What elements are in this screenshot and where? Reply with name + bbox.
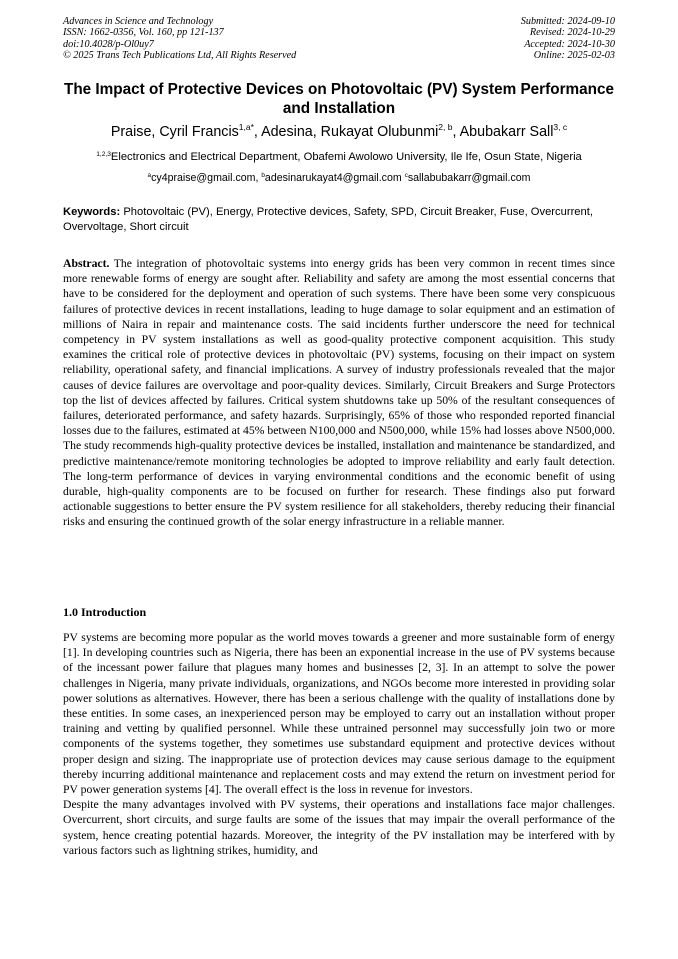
revised-date: Revised: 2024-10-29 bbox=[529, 27, 615, 39]
abstract bbox=[63, 256, 615, 530]
section-heading: 1.0 Introduction bbox=[63, 605, 147, 619]
author-name: Abubakarr Sall bbox=[459, 124, 554, 140]
affiliation-mark: 1,2,3 bbox=[96, 151, 111, 158]
journal-info bbox=[63, 16, 296, 62]
paragraph: PV systems are becoming more popular as the world moves towards a greener and more sustainable form of energy [1]. In developing countries such as Nigeria, there has been an exponential increase in the use of PV systems because of the incessant power failure that plagues many homes and businesses [2, 3]. In an attempt to solve the power challenges in Nigeria, many private individuals, organizations, and NGOs become more interested in providing solar power solutions as alternatives. However, there has been a serious challenge with the quality of installations done by these entities. In some cases, an inexperienced person may be employed to carry out an installation without proper training and vetting by qualified personnel. While these untrained personnel may successfully join two or more components of the systems together, they sometimes use substandard equipment and protective devices without proper design and sizing. The inappropriate use of protection devices may cause serious damage to the equipment thereby incurring additional maintenance and replacement costs and may extend the return on investment period for PV power generation systems [4]. The overall effect is the loss in revenue for investors. bbox=[63, 631, 615, 797]
affiliation-text: Electronics and Electrical Department, Obafemi Awolowo University, Ile Ife, Osun State, Nigeria bbox=[110, 151, 582, 163]
journal-name: Advances in Science and Technology bbox=[63, 16, 214, 27]
affiliation bbox=[63, 150, 615, 164]
author-list: Praise, Cyril Francis$^{1,a*}$, Adesina, Rukayat Olubunmi$^{2, b}$, Abubakarr Sall$^{3, c}$ bbox=[110, 122, 568, 140]
introduction-body bbox=[63, 630, 615, 858]
author-affiliation-mark: 2, b bbox=[438, 122, 453, 132]
email-list bbox=[63, 171, 615, 185]
issn-line: ISSN: 1662-0356, Vol. 160, pp 121-137 bbox=[63, 27, 224, 39]
abstract-label: Abstract. bbox=[63, 257, 110, 270]
accepted-date: Accepted: 2024-10-30 bbox=[524, 38, 615, 50]
abstract-text: The integration of photovoltaic systems into energy grids has been very common in recent times since more renewable forms of energy are sought after. Reliability and safety are among the most essential concerns that have to be considered for the deployment and operation of such systems. There have been some very conspicuous failures of protective devices in recent installations, leading to huge damage to solar equipment and an estimation of millions of Naira in repair and maintenance costs. The said incidents further underscore the need for technical competency in PV system installations as well as good-quality protective component acquisition. This study examines the critical role of protective devices in photovoltaic (PV) systems, focusing on their impact on system reliability, operational safety, and financial implications. A survey of industry professionals revealed that the major causes of device failures are overvoltage and poor-quality devices. Similarly, Circuit Breakers and Surge Protectors top the list of devices affected by failures. Critical system shutdowns take up 50% of the resultant consequences of failures, deteriorated performance, and safety hazards. Surprisingly, 65% of those who responded reported financial losses due to the failures, estimated at 45% between N100,000 and N500,000, while 15% had losses above N500,000. The study recommends high-quality protective devices be installed, installation and maintenance be standardized, and predictive maintenance/remote monitoring technologies be adopted to improve reliability and early fault detection. The long-term performance of devices in varying environmental conditions and the economic benefit of using durable, high-quality components are to be focused on further for research. These findings also put forward actionable suggestions to better ensure the PV system resilience for all stakeholders, thereby reducing their financial risks and ensuring the continued growth of the solar energy infrastructure in a reliable manner. bbox=[63, 257, 615, 529]
email-mark: c bbox=[404, 172, 408, 179]
keywords-label: Keywords: bbox=[63, 206, 121, 218]
paper-title: The Impact of Protective Devices on Photovoltaic (PV) System Performance and Installation bbox=[63, 81, 614, 117]
copyright-line: © 2025 Trans Tech Publications Ltd, All Rights Reserved bbox=[63, 50, 297, 62]
paragraph: Despite the many advantages involved with PV systems, their operations and installations face major challenges. Overcurrent, short circuits, and surge faults are some of the issues that may impair the overall performance of the system, hence creating potential hazards. Moreover, the integrity of the PV installation may be interfered with by various factors such as lightning strikes, humidity, and bbox=[63, 798, 615, 857]
keywords bbox=[63, 205, 615, 235]
email-mark: a bbox=[147, 172, 152, 179]
author-affiliation-mark: 1,a* bbox=[238, 122, 254, 132]
submitted-date: Submitted: 2024-09-10 bbox=[520, 16, 615, 27]
submission-dates bbox=[521, 16, 615, 62]
author-name: Adesina, Rukayat Olubunmi bbox=[261, 124, 439, 140]
author-name: Praise, Cyril Francis bbox=[110, 124, 239, 140]
email-link[interactable]: sallabubakarr@gmail.com bbox=[407, 172, 531, 184]
author-affiliation-mark: 3, c bbox=[553, 122, 568, 132]
email-mark: b bbox=[261, 172, 265, 179]
doi-line: doi:10.4028/p-Ol0uy7 bbox=[63, 38, 154, 50]
email-link[interactable]: adesinarukayat4@gmail.com bbox=[264, 172, 405, 184]
email-link[interactable]: cy4praise@gmail.com, bbox=[151, 172, 262, 184]
online-date: Online: 2025-02-03 bbox=[533, 50, 615, 62]
keywords-text: Photovoltaic (PV), Energy, Protective devices, Safety, SPD, Circuit Breaker, Fuse, Overcurrent, Overvoltage, Short circuit bbox=[63, 206, 593, 233]
